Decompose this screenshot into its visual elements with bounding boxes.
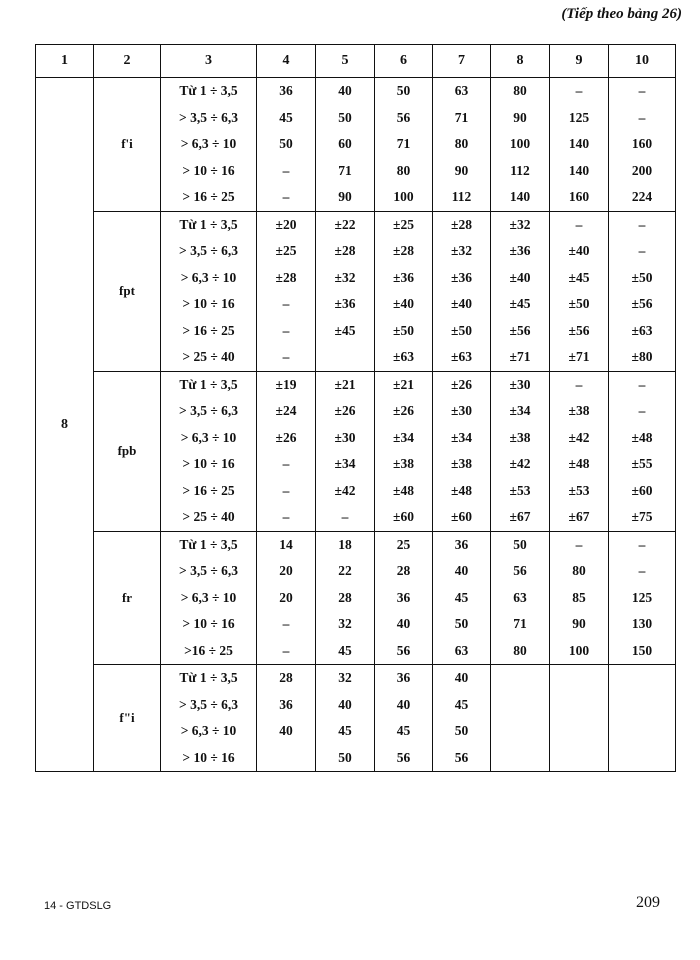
value: 45 [338,723,352,738]
range-label: Từ 1 ÷ 3,5 [179,216,238,232]
value: 71 [454,109,469,125]
value: – [575,83,583,98]
value-cell-col-6 [375,211,433,371]
column-header-8: 8 [491,45,550,78]
value: ±45 [509,296,531,311]
value: 80 [513,642,527,658]
page-number: 209 [636,894,660,911]
value: 45 [279,109,293,125]
value: – [638,243,646,258]
range-label: > 10 ÷ 16 [182,749,235,765]
symbol-cell: fpt [94,211,161,371]
group-row [36,371,676,531]
value: ±21 [393,376,414,392]
value: 56 [454,749,469,765]
value: – [282,162,290,178]
value-cell-col-8 [491,665,550,772]
value: 112 [451,189,472,204]
range-label: > 3,5 ÷ 6,3 [179,243,238,258]
value-cell-col-7 [433,78,491,212]
value: 90 [572,616,586,631]
value: 130 [631,616,653,631]
value: 50 [396,83,411,98]
tolerance-table [35,44,676,772]
value: 45 [454,696,469,712]
value: – [282,349,290,364]
table-caption: (Tiếp theo bảng 26) [561,6,682,22]
value: 40 [396,616,411,631]
value: ±53 [509,482,531,498]
value: ±48 [631,429,653,445]
value: ±56 [631,296,653,311]
column-header-10: 10 [609,45,676,78]
value: ±20 [275,216,297,232]
value: ±36 [393,269,414,285]
value: ±38 [451,456,472,471]
column-header-9: 9 [550,45,609,78]
value: 14 [279,536,293,552]
column-header-1: 1 [36,45,94,78]
value: ±28 [393,243,414,258]
value-cell-col-7 [433,665,491,772]
value: 160 [568,189,590,204]
value: ±22 [334,216,356,232]
value: – [638,83,646,98]
range-label: > 25 ÷ 40 [182,349,235,364]
value: 40 [338,696,352,712]
header-row [36,45,676,78]
value: 50 [454,723,469,738]
value: ±63 [451,349,472,364]
value: – [638,376,646,392]
value: 80 [396,162,411,178]
value: 45 [396,723,411,738]
value: ±21 [334,376,356,392]
range-label: Từ 1 ÷ 3,5 [179,83,238,98]
value-cell-col-5 [316,211,375,371]
value: ±25 [275,243,297,258]
range-label: > 10 ÷ 16 [182,296,235,311]
value: 40 [454,670,469,685]
value: 60 [338,136,352,151]
value: 100 [568,642,590,658]
value: 50 [513,536,527,552]
value: 160 [631,136,653,151]
value-cell-col-7 [433,211,491,371]
value: ±60 [393,509,414,524]
value-cell-col-6 [375,665,433,772]
value: 100 [509,136,531,151]
value: ±32 [451,243,472,258]
value-cell-col-4 [257,78,316,212]
value: – [282,616,290,631]
value: ±40 [393,296,414,311]
table-body [36,78,676,772]
value: ±25 [393,216,414,232]
value: 32 [338,670,352,685]
value: 36 [279,83,293,98]
value: ±50 [568,296,590,311]
value: ±36 [451,269,472,285]
value: ±32 [334,269,356,285]
column-header-5: 5 [316,45,375,78]
value-cell-col-5 [316,665,375,772]
value-cell-col-8 [491,531,550,665]
value: ±34 [451,429,472,445]
value: ±34 [509,403,531,418]
range-label: > 25 ÷ 40 [182,509,235,524]
value-cell-col-4 [257,211,316,371]
value: – [638,403,646,418]
value-cell-col-7 [433,371,491,531]
value: 140 [568,136,590,151]
value: 140 [568,162,590,178]
value: ±67 [568,509,590,524]
value: 200 [631,162,653,178]
value: 63 [513,589,527,605]
value: ±36 [509,243,531,258]
value: – [638,536,646,552]
value-cell-col-10 [609,531,676,665]
value: ±45 [568,269,590,285]
column-header-6: 6 [375,45,433,78]
value: 56 [396,109,411,125]
value-cell-col-6 [375,371,433,531]
value-cell-col-5 [316,78,375,212]
value: ±32 [509,216,531,232]
value: – [282,482,290,498]
value: – [282,509,290,524]
value-cell-col-8 [491,211,550,371]
value: ±55 [631,456,653,471]
value: 224 [631,189,653,204]
range-cell [161,78,257,212]
range-label: > 10 ÷ 16 [182,162,235,178]
value: ±50 [451,322,472,338]
range-label: >16 ÷ 25 [184,642,233,658]
value: 90 [338,189,352,204]
value: ±63 [631,322,653,338]
value: 63 [454,83,469,98]
value: 71 [338,162,352,178]
range-label: > 6,3 ÷ 10 [180,136,237,151]
value: 45 [338,642,352,658]
value: ±67 [509,509,531,524]
value: – [575,216,583,232]
value: ±42 [334,482,356,498]
value: ±28 [451,216,472,232]
range-label: > 3,5 ÷ 6,3 [179,109,238,125]
value: 18 [338,536,352,552]
range-label: > 6,3 ÷ 10 [180,429,237,445]
symbol-cell: f'i [94,78,161,212]
value: 40 [338,83,352,98]
value: 71 [396,136,411,151]
range-label: > 3,5 ÷ 6,3 [179,403,238,418]
symbol-cell: f"i [94,665,161,772]
value: ±30 [509,376,531,392]
value: 50 [338,749,352,765]
value: 50 [338,109,352,125]
value: – [575,376,583,392]
value: ±24 [275,403,297,418]
value-cell-col-5 [316,371,375,531]
value-cell-col-9 [550,211,609,371]
value: ±48 [568,456,590,471]
value: 28 [396,563,411,578]
value-cell-col-10 [609,78,676,212]
range-label: > 6,3 ÷ 10 [180,589,237,605]
value: 36 [279,696,293,712]
value: 125 [568,109,590,125]
value: 80 [454,136,469,151]
value: – [282,322,290,338]
value: ±38 [568,403,590,418]
value: – [282,456,290,471]
value-cell-col-7 [433,531,491,665]
range-cell [161,531,257,665]
value: 125 [631,589,653,605]
value: – [638,216,646,232]
value: ±45 [334,322,356,338]
value: ±26 [393,403,414,418]
value-cell-col-10 [609,665,676,772]
value-cell-col-8 [491,78,550,212]
range-cell [161,665,257,772]
symbol-cell: fr [94,531,161,665]
value: ±28 [275,269,297,285]
symbol-cell: fpb [94,371,161,531]
value: ±80 [631,349,653,364]
value: 20 [279,563,293,578]
value: 36 [396,589,411,605]
range-label: > 16 ÷ 25 [182,322,235,338]
value-cell-col-4 [257,665,316,772]
value: 71 [513,616,527,631]
value: ±36 [334,296,356,311]
value: ±38 [509,429,531,445]
range-label: > 3,5 ÷ 6,3 [179,696,238,712]
value: 36 [396,670,411,685]
range-label: Từ 1 ÷ 3,5 [179,376,238,392]
value: ±34 [393,429,414,445]
range-label: > 10 ÷ 16 [182,456,235,471]
value: ±40 [509,269,531,285]
value: ±75 [631,509,653,524]
range-label: Từ 1 ÷ 3,5 [179,670,238,685]
column-header-4: 4 [257,45,316,78]
value: 140 [509,189,531,204]
value: 20 [279,589,293,605]
value: 56 [396,749,411,765]
value: ±60 [631,482,653,498]
value: 112 [510,162,530,178]
range-cell [161,211,257,371]
value: ±26 [451,376,472,392]
range-label: Từ 1 ÷ 3,5 [179,536,238,552]
value: ±40 [568,243,590,258]
value: 56 [396,642,411,658]
value-cell-col-5 [316,531,375,665]
value: 25 [396,536,411,552]
group-row [36,531,676,665]
value-cell-col-6 [375,78,433,212]
value-cell-col-9 [550,371,609,531]
value: 40 [279,723,293,738]
value: – [282,642,290,658]
value: 100 [393,189,414,204]
value: ±60 [451,509,472,524]
value: ±56 [568,322,590,338]
value-cell-col-10 [609,371,676,531]
value: 22 [338,563,352,578]
group-row [36,78,676,212]
column-header-7: 7 [433,45,491,78]
value-cell-col-10 [609,211,676,371]
value: – [282,189,290,204]
value: 40 [396,696,411,712]
column-header-2: 2 [94,45,161,78]
range-label: > 6,3 ÷ 10 [180,723,237,738]
range-cell [161,371,257,531]
group-number-cell: 8 [36,78,94,772]
value: 36 [454,536,469,552]
value: ±71 [509,349,531,364]
value: ±30 [334,429,356,445]
value-cell-col-9 [550,665,609,772]
value: 40 [454,563,469,578]
value-cell-col-8 [491,371,550,531]
value-cell-col-4 [257,371,316,531]
value: ±34 [334,456,356,471]
value: – [282,296,290,311]
value: 63 [454,642,469,658]
range-label: > 6,3 ÷ 10 [180,269,237,285]
value-cell-col-9 [550,531,609,665]
value: ±50 [631,269,653,285]
range-label: > 3,5 ÷ 6,3 [179,563,238,578]
value: 28 [338,589,352,605]
value-cell-col-4 [257,531,316,665]
value-cell-col-9 [550,78,609,212]
value: ±53 [568,482,590,498]
range-label: > 16 ÷ 25 [182,482,235,498]
value: – [638,563,646,578]
value: 90 [454,162,469,178]
range-label: > 16 ÷ 25 [182,189,235,204]
value: 150 [631,642,653,658]
value: ±48 [393,482,414,498]
range-label: > 10 ÷ 16 [182,616,235,631]
value: 85 [572,589,586,605]
value: ±38 [393,456,414,471]
value: ±50 [393,322,414,338]
value-cell-col-6 [375,531,433,665]
value: ±19 [275,376,297,392]
value: ±26 [275,429,297,445]
value: – [341,509,349,524]
group-row [36,665,676,772]
value: ±40 [451,296,472,311]
value: 45 [454,589,469,605]
value: 28 [279,670,293,685]
value: ±71 [568,349,590,364]
value: 80 [513,83,527,98]
value: ±48 [451,482,472,498]
value: – [638,109,646,125]
value: ±63 [393,349,414,364]
value: 56 [513,563,527,578]
value: ±28 [334,243,356,258]
value: ±26 [334,403,356,418]
group-row [36,211,676,371]
column-header-3: 3 [161,45,257,78]
value: 90 [513,109,527,125]
footer-source: 14 - GTDSLG [44,900,112,912]
value: 50 [454,616,469,631]
value: 32 [338,616,352,631]
value: 50 [279,136,293,151]
value: – [575,536,583,552]
value: 80 [572,563,586,578]
value: ±56 [509,322,531,338]
value: ±42 [568,429,590,445]
value: ±42 [509,456,531,471]
value: ±30 [451,403,472,418]
